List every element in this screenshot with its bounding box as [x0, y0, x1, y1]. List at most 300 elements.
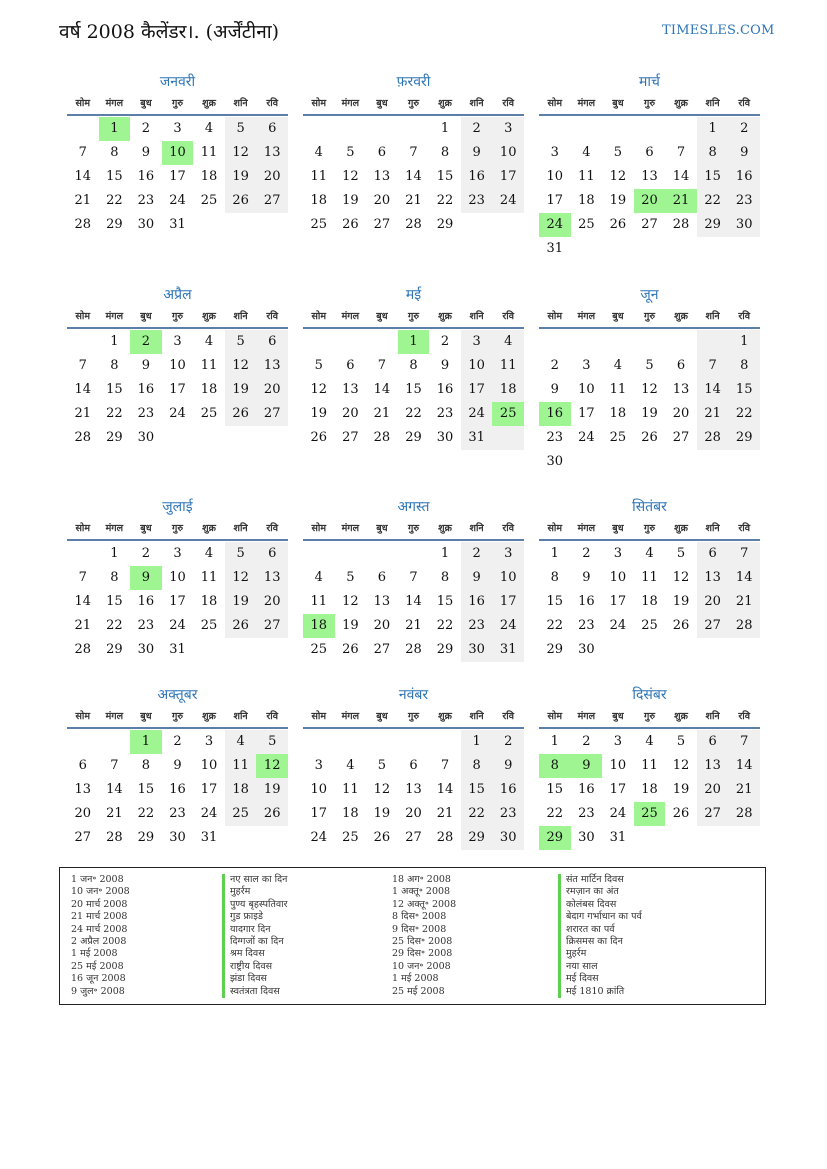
date-cell: 27: [641, 217, 658, 232]
page-title: वर्ष 2008 कैलेंडर।. (अर्जेंटीना): [59, 21, 280, 43]
date-cell: 28: [735, 806, 753, 821]
holiday-date-cell: 1: [398, 330, 430, 354]
weekday-label: बुध: [140, 311, 152, 322]
date-cell: 4: [645, 734, 654, 749]
weekday-label: शनि: [705, 711, 720, 722]
date-cell: 8: [409, 358, 418, 373]
month-block: [539, 686, 760, 850]
date-cell: 1: [440, 546, 450, 561]
date-cell: 27: [704, 618, 721, 633]
date-cell: 26: [232, 406, 249, 421]
date-cell: 7: [676, 145, 686, 160]
date-cell: 23: [468, 618, 485, 633]
date-cell: 14: [436, 782, 454, 797]
date-cell: 8: [550, 570, 559, 585]
date-cell: 9: [472, 145, 481, 160]
date-cell: 11: [310, 169, 328, 184]
date-cell: 3: [582, 358, 591, 373]
header-divider: [303, 727, 524, 729]
date-cell: 19: [342, 193, 359, 208]
weekday-label: मंगल: [341, 711, 360, 722]
month-name: मई: [405, 287, 422, 303]
weekday-label: शुक्र: [202, 523, 216, 534]
holiday-date: 8 दिस॰ 2008: [392, 911, 447, 923]
date-cell: 18: [200, 594, 218, 609]
date-cell: 4: [582, 145, 591, 160]
month-block: [67, 686, 288, 850]
holiday-date: 25 मई 2008: [392, 985, 445, 997]
holiday-date: 21 मार्च 2008: [71, 911, 128, 923]
date-cell: 14: [106, 782, 123, 797]
date-cell: 9: [141, 145, 151, 160]
holiday-date: 2 अप्रैल 2008: [71, 936, 127, 948]
weekday-label: बुध: [612, 523, 624, 534]
date-cell: 28: [672, 217, 690, 232]
month-block: [67, 73, 288, 237]
month-block: [303, 73, 524, 237]
date-cell: 3: [173, 546, 182, 561]
date-cell: 11: [499, 358, 517, 373]
holiday-date-cell: 18: [303, 614, 335, 638]
weekday-label: सोम: [75, 311, 91, 322]
date-cell: 16: [499, 782, 517, 797]
date-cell: 12: [342, 594, 359, 609]
date-cell: 14: [74, 382, 92, 397]
holiday-dates-column: [392, 874, 456, 998]
date-cell: 2: [472, 546, 481, 561]
holiday-date: 18 अग॰ 2008: [392, 874, 451, 885]
holiday-date-cell: 25: [634, 802, 666, 826]
date-cell: 13: [704, 758, 721, 773]
date-cell: 24: [499, 618, 517, 633]
holiday-names-column: [558, 874, 642, 998]
holiday-name: मई दिवस: [558, 973, 642, 985]
date-cell: 25: [609, 430, 627, 445]
date-cell: 26: [672, 618, 690, 633]
date-cell: 26: [672, 806, 690, 821]
date-cell: 17: [578, 406, 595, 421]
weekday-label: शुक्र: [202, 711, 216, 722]
date-cell: 9: [173, 758, 182, 773]
header-divider: [303, 114, 524, 116]
date-cell: 30: [137, 217, 155, 232]
date-cell: 13: [263, 570, 281, 585]
date-cell: 28: [74, 430, 92, 445]
date-cell: 7: [740, 546, 749, 561]
date-cell: 25: [641, 618, 658, 633]
date-cell: 23: [169, 806, 186, 821]
weekday-label: सोम: [547, 311, 563, 322]
date-cell: 19: [672, 782, 690, 797]
weekday-label: गुरु: [171, 311, 183, 322]
date-cell: 5: [346, 570, 355, 585]
date-cell: 17: [546, 193, 564, 208]
date-cell: 4: [346, 758, 355, 773]
date-cell: 5: [645, 358, 654, 373]
date-cell: 14: [405, 594, 422, 609]
date-cell: 11: [200, 570, 218, 585]
date-cell: 28: [373, 430, 391, 445]
date-cell: 16: [578, 594, 595, 609]
date-cell: 9: [472, 570, 481, 585]
date-cell: 20: [263, 169, 281, 184]
date-cell: 8: [110, 358, 119, 373]
date-cell: 10: [169, 358, 186, 373]
date-cell: 27: [263, 406, 281, 421]
weekday-label: मंगल: [577, 311, 596, 322]
date-cell: 20: [263, 594, 281, 609]
date-cell: 24: [499, 193, 517, 208]
weekday-label: सोम: [311, 311, 327, 322]
weekday-label: शुक्र: [674, 98, 688, 109]
weekday-label: मंगल: [105, 98, 124, 109]
holiday-name: मई 1810 क्रांति: [558, 986, 642, 998]
date-cell: 2: [141, 546, 151, 561]
date-cell: 3: [173, 334, 182, 349]
holiday-name: गुड फ्राइडे: [222, 911, 288, 923]
date-cell: 7: [440, 758, 450, 773]
date-cell: 13: [342, 382, 359, 397]
weekday-label: शुक्र: [438, 523, 452, 534]
date-cell: 25: [310, 642, 328, 657]
date-cell: 15: [106, 382, 123, 397]
date-cell: 27: [342, 430, 359, 445]
date-cell: 7: [740, 734, 749, 749]
date-cell: 5: [268, 734, 277, 749]
date-cell: 1: [550, 546, 559, 561]
date-cell: 15: [106, 594, 123, 609]
date-cell: 17: [169, 382, 186, 397]
date-cell: 20: [405, 806, 422, 821]
date-cell: 21: [704, 406, 721, 421]
date-cell: 5: [676, 546, 686, 561]
holiday-date: 1 मई 2008: [392, 973, 439, 985]
holiday-date: 25 मई 2008: [71, 960, 124, 972]
date-cell: 29: [405, 430, 422, 445]
date-cell: 6: [377, 570, 387, 585]
date-cell: 9: [740, 145, 749, 160]
date-cell: 23: [546, 430, 564, 445]
weekday-label: शनि: [233, 311, 248, 322]
date-cell: 29: [137, 830, 155, 845]
date-cell: 22: [436, 618, 454, 633]
holiday-date-cell: 16: [539, 402, 571, 426]
date-cell: 23: [137, 618, 155, 633]
holiday-name: दिग्गजों का दिन: [222, 936, 288, 948]
holiday-date-cell: 10: [162, 141, 194, 165]
date-cell: 22: [468, 806, 485, 821]
date-cell: 28: [735, 618, 753, 633]
date-cell: 27: [74, 830, 92, 845]
date-cell: 18: [609, 406, 627, 421]
header-divider: [67, 539, 288, 541]
date-cell: 22: [704, 193, 721, 208]
date-cell: 14: [373, 382, 391, 397]
date-cell: 15: [546, 782, 564, 797]
weekday-label: बुध: [140, 711, 152, 722]
date-cell: 22: [546, 806, 564, 821]
date-cell: 15: [137, 782, 155, 797]
holiday-date-cell: 12: [256, 754, 288, 778]
date-cell: 3: [550, 145, 559, 160]
date-cell: 26: [641, 430, 658, 445]
header-divider: [67, 327, 288, 329]
month-name: अक्तूबर: [157, 687, 198, 703]
holiday-date: 24 मार्च 2008: [71, 923, 128, 935]
weekday-label: गुरु: [643, 711, 655, 722]
date-cell: 5: [613, 145, 623, 160]
date-cell: 31: [499, 642, 517, 657]
date-cell: 11: [578, 169, 595, 184]
date-cell: 28: [704, 430, 721, 445]
date-cell: 21: [74, 193, 92, 208]
holiday-names-column: [222, 874, 288, 998]
date-cell: 16: [436, 382, 454, 397]
holiday-date-cell: 24: [539, 213, 571, 237]
weekday-label: बुध: [140, 523, 152, 534]
weekday-label: गुरु: [171, 711, 183, 722]
date-cell: 10: [468, 358, 485, 373]
date-cell: 2: [504, 734, 513, 749]
weekday-label: मंगल: [105, 311, 124, 322]
weekday-label: शुक्र: [202, 311, 216, 322]
date-cell: 13: [74, 782, 92, 797]
date-cell: 28: [106, 830, 123, 845]
date-cell: 21: [735, 594, 753, 609]
date-cell: 29: [735, 430, 753, 445]
date-cell: 21: [405, 618, 422, 633]
date-cell: 2: [582, 734, 591, 749]
date-cell: 25: [342, 830, 359, 845]
date-cell: 6: [377, 145, 387, 160]
date-cell: 26: [373, 830, 391, 845]
date-cell: 28: [405, 642, 422, 657]
date-cell: 1: [550, 734, 559, 749]
date-cell: 25: [578, 217, 595, 232]
date-cell: 19: [232, 169, 249, 184]
holiday-date-cell: 29: [539, 826, 571, 850]
date-cell: 23: [578, 618, 595, 633]
month-name: अप्रैल: [163, 287, 192, 303]
weekday-label: रवि: [738, 523, 751, 534]
date-cell: 25: [232, 806, 249, 821]
date-cell: 16: [468, 594, 485, 609]
date-cell: 30: [137, 642, 155, 657]
date-cell: 14: [735, 570, 753, 585]
date-cell: 2: [582, 546, 591, 561]
date-cell: 6: [346, 358, 355, 373]
weekday-label: मंगल: [105, 711, 124, 722]
date-cell: 6: [645, 145, 654, 160]
weekday-label: शनि: [233, 523, 248, 534]
weekday-label: शनि: [469, 98, 484, 109]
date-cell: 30: [468, 642, 485, 657]
date-cell: 26: [232, 193, 249, 208]
date-cell: 9: [550, 382, 559, 397]
month-name: अगस्त: [397, 499, 430, 515]
date-cell: 27: [263, 618, 281, 633]
date-cell: 30: [546, 454, 564, 469]
date-cell: 22: [546, 618, 564, 633]
weekday-label: शुक्र: [674, 311, 688, 322]
holiday-date: 29 दिस॰ 2008: [392, 948, 453, 960]
date-cell: 18: [641, 594, 658, 609]
holiday-date: 9 दिस॰ 2008: [392, 923, 447, 935]
date-cell: 20: [342, 406, 359, 421]
date-cell: 17: [609, 594, 627, 609]
header-divider: [539, 727, 760, 729]
date-cell: 24: [468, 406, 485, 421]
holiday-date-cell: 8: [539, 754, 571, 778]
weekday-header: [67, 522, 288, 536]
date-cell: 4: [314, 570, 323, 585]
date-cell: 13: [672, 382, 690, 397]
weekday-label: सोम: [311, 98, 327, 109]
weekday-label: रवि: [266, 523, 279, 534]
date-cell: 19: [373, 806, 391, 821]
weekday-label: गुरु: [171, 98, 183, 109]
date-cell: 7: [78, 570, 87, 585]
weekday-label: रवि: [266, 311, 279, 322]
date-cell: 19: [310, 406, 328, 421]
date-cell: 2: [740, 121, 749, 136]
date-cell: 3: [504, 546, 513, 561]
date-cell: 24: [310, 830, 328, 845]
holiday-name: कोलंबस दिवस: [558, 899, 642, 911]
date-cell: 16: [468, 169, 485, 184]
date-cell: 17: [169, 594, 186, 609]
date-cell: 2: [472, 121, 481, 136]
date-cell: 29: [106, 430, 123, 445]
date-cell: 10: [546, 169, 564, 184]
date-cell: 22: [735, 406, 753, 421]
date-cell: 11: [310, 594, 328, 609]
date-cell: 12: [373, 782, 391, 797]
date-cell: 17: [310, 806, 328, 821]
date-cell: 5: [314, 358, 323, 373]
date-cell: 29: [106, 642, 123, 657]
weekday-label: सोम: [547, 711, 563, 722]
date-cell: 23: [137, 406, 155, 421]
holiday-date: 20 मार्च 2008: [71, 898, 128, 910]
date-cell: 14: [672, 169, 690, 184]
date-cell: 16: [169, 782, 186, 797]
date-cell: 11: [641, 758, 658, 773]
weekday-header: [67, 710, 288, 724]
date-cell: 8: [708, 145, 717, 160]
date-cell: 11: [609, 382, 627, 397]
date-cell: 6: [409, 758, 418, 773]
weekday-header: [539, 310, 760, 324]
date-cell: 17: [499, 594, 517, 609]
holiday-date: 10 जन॰ 2008: [71, 886, 130, 898]
date-cell: 8: [440, 145, 450, 160]
date-cell: 6: [268, 334, 277, 349]
date-cell: 30: [436, 430, 454, 445]
weekday-label: गुरु: [643, 311, 655, 322]
date-cell: 1: [440, 121, 450, 136]
holiday-name: राष्ट्रीय दिवस: [222, 961, 288, 973]
date-cell: 19: [342, 618, 359, 633]
date-cell: 15: [704, 169, 721, 184]
date-cell: 26: [342, 642, 359, 657]
weekday-label: शनि: [705, 311, 720, 322]
weekday-label: गुरु: [407, 711, 419, 722]
holiday-name: शरारत का पर्व: [558, 924, 642, 936]
weekday-label: रवि: [266, 711, 279, 722]
date-cell: 1: [740, 334, 749, 349]
date-cell: 1: [110, 334, 119, 349]
month-block: [67, 498, 288, 662]
date-cell: 2: [550, 358, 559, 373]
weekday-label: मंगल: [341, 98, 360, 109]
weekday-label: शुक्र: [438, 711, 452, 722]
date-cell: 23: [436, 406, 454, 421]
date-cell: 30: [499, 830, 517, 845]
date-cell: 19: [609, 193, 627, 208]
date-cell: 5: [346, 145, 355, 160]
holiday-date-cell: 21: [665, 189, 697, 213]
date-cell: 23: [499, 806, 517, 821]
date-cell: 10: [499, 570, 517, 585]
date-cell: 13: [373, 594, 391, 609]
date-cell: 31: [200, 830, 218, 845]
date-cell: 23: [137, 193, 155, 208]
date-cell: 29: [436, 217, 454, 232]
date-cell: 22: [436, 193, 454, 208]
weekday-label: शनि: [705, 523, 720, 534]
date-cell: 11: [232, 758, 249, 773]
date-cell: 3: [504, 121, 513, 136]
weekday-header: [303, 310, 524, 324]
date-cell: 20: [373, 618, 391, 633]
month-name: नवंबर: [398, 687, 429, 703]
month-block: [303, 498, 524, 662]
holiday-date-cell: 9: [571, 754, 603, 778]
date-cell: 20: [704, 594, 721, 609]
date-cell: 21: [405, 193, 422, 208]
date-cell: 17: [499, 169, 517, 184]
weekday-label: सोम: [75, 711, 91, 722]
date-cell: 15: [436, 594, 454, 609]
weekday-label: रवि: [502, 711, 515, 722]
date-cell: 1: [472, 734, 481, 749]
date-cell: 4: [204, 334, 214, 349]
site-link[interactable]: TIMESLES.COM: [662, 23, 775, 38]
date-cell: 30: [578, 830, 595, 845]
date-cell: 31: [169, 217, 186, 232]
holiday-date: 1 अक्तू॰ 2008: [392, 886, 451, 898]
date-cell: 30: [137, 430, 155, 445]
date-cell: 5: [676, 734, 686, 749]
date-cell: 18: [232, 782, 249, 797]
date-cell: 18: [310, 193, 328, 208]
date-cell: 4: [613, 358, 623, 373]
date-cell: 18: [342, 806, 359, 821]
date-cell: 23: [468, 193, 485, 208]
holiday-date-cell: 9: [130, 566, 162, 590]
date-cell: 10: [609, 570, 627, 585]
date-cell: 12: [641, 382, 658, 397]
holiday-date: 9 जुल॰ 2008: [71, 985, 125, 997]
date-cell: 4: [314, 145, 323, 160]
date-cell: 19: [672, 594, 690, 609]
date-cell: 12: [232, 145, 249, 160]
date-cell: 11: [342, 782, 359, 797]
month-block: [303, 286, 524, 450]
date-cell: 25: [200, 193, 218, 208]
date-cell: 19: [232, 382, 249, 397]
